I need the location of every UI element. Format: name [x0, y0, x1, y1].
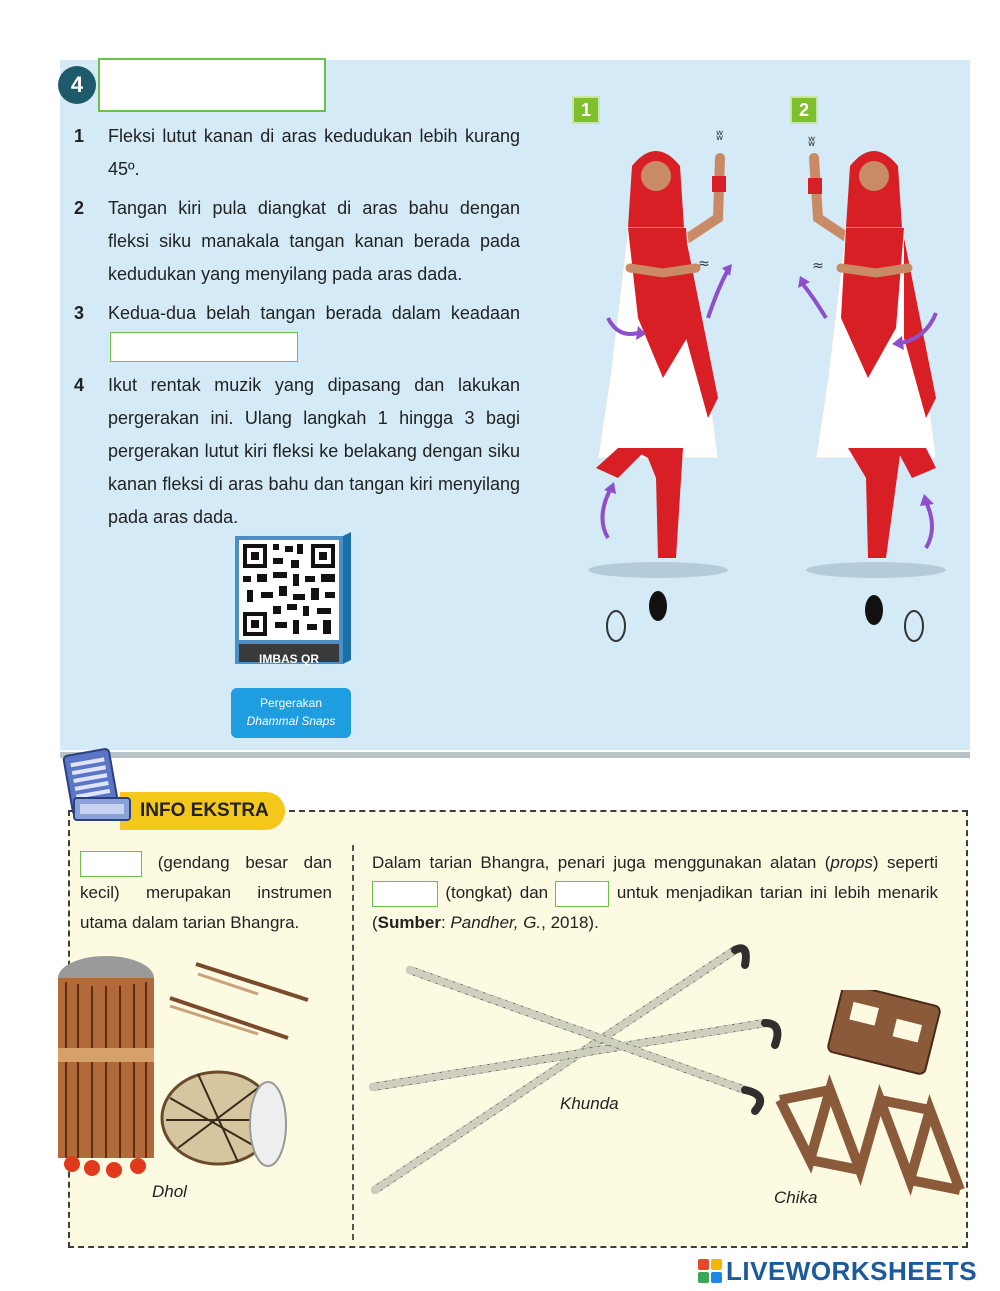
svg-text:ʬ: ʬ [808, 134, 816, 150]
props-answer-box[interactable] [555, 881, 609, 907]
info-text-part: Dalam tarian Bhangra, penari juga menggunakan alatan ( [372, 853, 831, 872]
column-divider [352, 845, 354, 1240]
qr-link-button[interactable] [231, 688, 351, 738]
source-label: Sumber [377, 913, 441, 932]
keyboard-book-icon [60, 742, 140, 830]
liveworksheets-logo-text: LIVEWORKSHEETS [726, 1255, 978, 1286]
dancer-figure-2 [786, 118, 986, 648]
section-divider [60, 752, 970, 758]
source-author: Pandher, G. [450, 913, 542, 932]
info-right-text: Dalam tarian Bhangra, penari juga menggunakan alatan (props) seperti (tongkat) dan untuk menjadikan tarian ini lebih menarik (Sumber: Pandher, G., 2018). [372, 853, 938, 932]
step-item [68, 297, 520, 363]
info-text-italic: props [830, 853, 873, 872]
liveworksheets-logo-icon [698, 1259, 722, 1283]
qr-caption-line: Dhammal Snaps [246, 714, 336, 728]
info-text-part: , 2018). [541, 913, 599, 932]
chika-illustration [770, 990, 970, 1210]
step-number: 4 [74, 375, 85, 395]
info-text-part: ) seperti [872, 853, 938, 872]
step-item [68, 120, 520, 186]
khunda-caption: Khunda [560, 1094, 619, 1113]
info-left-text [80, 848, 332, 938]
chika-caption: Chika [774, 1188, 818, 1207]
figure-label: 1 [572, 96, 600, 124]
qr-code[interactable] [233, 532, 351, 672]
dancer-figure-1 [568, 118, 768, 648]
svg-text:≈: ≈ [698, 256, 710, 272]
svg-text:ʬ: ʬ [716, 128, 724, 144]
dhol-caption: Dhol [152, 1182, 187, 1201]
title-answer-box[interactable] [98, 58, 326, 112]
step-number: 2 [74, 198, 85, 218]
khunda-illustration [365, 935, 785, 1200]
condition-answer-box[interactable] [110, 332, 298, 362]
instrument-answer-box[interactable] [80, 851, 142, 877]
section-number-badge: 4 [58, 66, 96, 104]
stick-answer-box[interactable] [372, 881, 438, 907]
step-list [68, 120, 520, 540]
liveworksheets-logo [698, 1256, 977, 1286]
svg-text:≈: ≈ [812, 258, 824, 274]
step-text: Ikut rentak muzik yang dipasang dan lakukan pergerakan ini. Ulang langkah 1 hingga 3 bagi pergerakan lutut kiri fleksi ke belakang dengan siku kanan fleksi di aras bahu dan tangan kiri menyilang pada aras dada. [108, 375, 520, 527]
dhol-illustration [58, 948, 318, 1208]
step-text: Tangan kiri pula diangkat di aras bahu dengan fleksi siku manakala tangan kanan berada pada kedudukan yang menyilang pada aras dada. [108, 198, 520, 284]
step-number: 1 [74, 126, 85, 146]
qr-caption-line: Pergerakan [259, 696, 323, 710]
step-number: 3 [74, 303, 85, 323]
figure-label: 2 [790, 96, 818, 124]
info-text-part: untuk menjadikan tarian ini lebih menarik ( [372, 883, 938, 932]
step-item [68, 369, 520, 534]
qr-scan-label: IMBAS QR [259, 652, 319, 666]
step-text [108, 297, 520, 363]
step-item [68, 192, 520, 291]
step-text: Fleksi lutut kanan di aras kedudukan lebih kurang 45º. [108, 126, 520, 179]
step-text-part: Kedua-dua belah tangan berada dalam keadaan [108, 303, 520, 323]
info-ekstra-tag: INFO EKSTRA [120, 792, 285, 830]
info-left-sentence: (gendang besar dan kecil) merupakan instrumen utama dalam tarian Bhangra. [80, 853, 332, 932]
info-text-part: (tongkat) dan [445, 883, 549, 902]
